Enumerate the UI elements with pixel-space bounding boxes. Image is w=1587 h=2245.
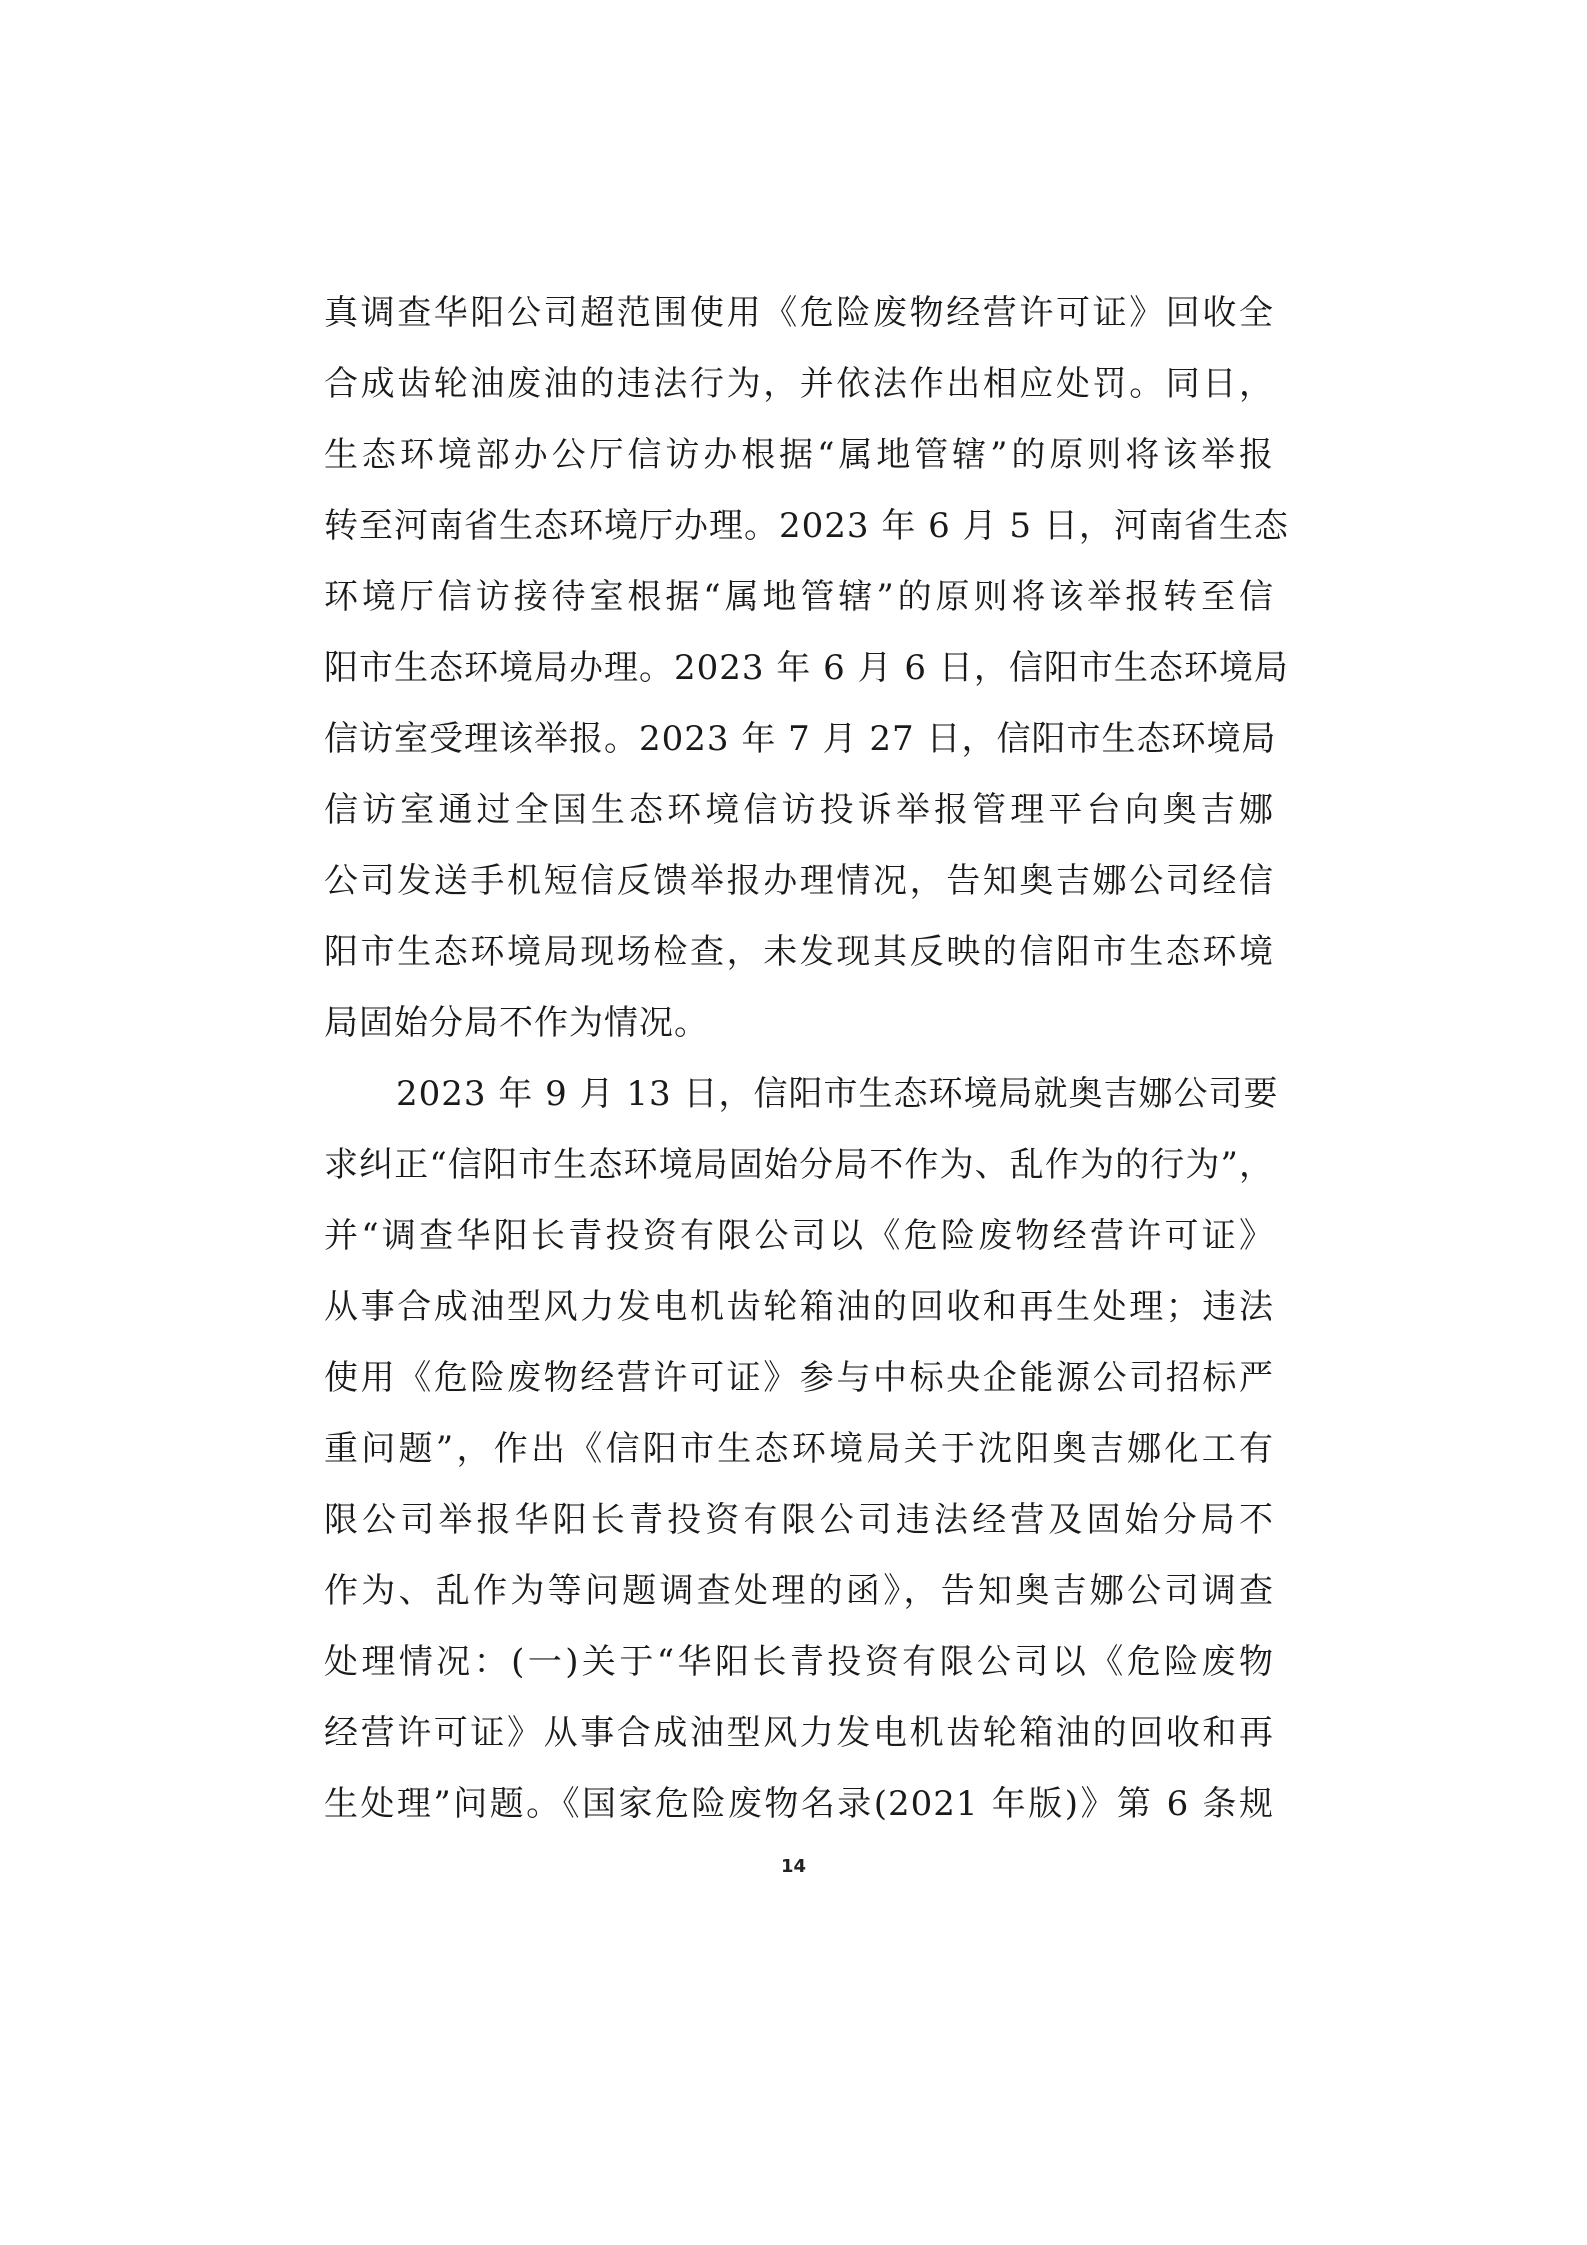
text-line: 生处理”问题。《国家危险废物名录(2021 年版)》第 6 条规: [324, 1784, 1274, 1824]
text-line: 限公司举报华阳长青投资有限公司违法经营及固始分局不: [324, 1500, 1274, 1540]
paragraph: [324, 278, 1289, 1059]
text-line: 2023 年 9 月 13 日，信阳市生态环境局就奥吉娜公司要: [396, 1074, 1279, 1114]
page-number: 14: [780, 1856, 807, 1877]
paragraph: [324, 1059, 1279, 1840]
text-line: 局固始分局不作为情况。: [324, 1003, 709, 1043]
text-line: 信访室通过全国生态环境信访投诉举报管理平台向奥吉娜: [324, 790, 1274, 830]
text-line: 处理情况：(一)关于“华阳长青投资有限公司以《危险废物: [324, 1642, 1274, 1682]
text-line: 合成齿轮油废油的违法行为，并依法作出相应处罚。同日，: [324, 364, 1274, 404]
text-line: 阳市生态环境局现场检查，未发现其反映的信阳市生态环境: [324, 932, 1274, 972]
text-line: 使用《危险废物经营许可证》参与中标央企能源公司招标严: [324, 1358, 1274, 1398]
text-line: 生态环境部办公厅信访办根据“属地管辖”的原则将该举报: [324, 435, 1274, 475]
text-line: 经营许可证》从事合成油型风力发电机齿轮箱油的回收和再: [324, 1713, 1274, 1753]
text-line: 并“调查华阳长青投资有限公司以《危险废物经营许可证》: [324, 1216, 1274, 1256]
text-line: 阳市生态环境局办理。2023 年 6 月 6 日，信阳市生态环境局: [324, 648, 1289, 688]
text-line: 转至河南省生态环境厅办理。2023 年 6 月 5 日，河南省生态: [324, 506, 1289, 546]
text-line: 作为、乱作为等问题调查处理的函》，告知奥吉娜公司调查: [324, 1571, 1274, 1611]
text-line: 公司发送手机短信反馈举报办理情况，告知奥吉娜公司经信: [324, 861, 1274, 901]
document-body: [324, 278, 1289, 1840]
text-line: 环境厅信访接待室根据“属地管辖”的原则将该举报转至信: [324, 577, 1274, 617]
text-line: 重问题”，作出《信阳市生态环境局关于沈阳奥吉娜化工有: [324, 1429, 1274, 1469]
text-line: 从事合成油型风力发电机齿轮箱油的回收和再生处理；违法: [324, 1287, 1274, 1327]
text-line: 信访室受理该举报。2023 年 7 月 27 日，信阳市生态环境局: [324, 719, 1277, 759]
text-line: 求纠正“信阳市生态环境局固始分局不作为、乱作为的行为”，: [324, 1145, 1274, 1185]
text-line: 真调查华阳公司超范围使用《危险废物经营许可证》回收全: [324, 293, 1274, 333]
